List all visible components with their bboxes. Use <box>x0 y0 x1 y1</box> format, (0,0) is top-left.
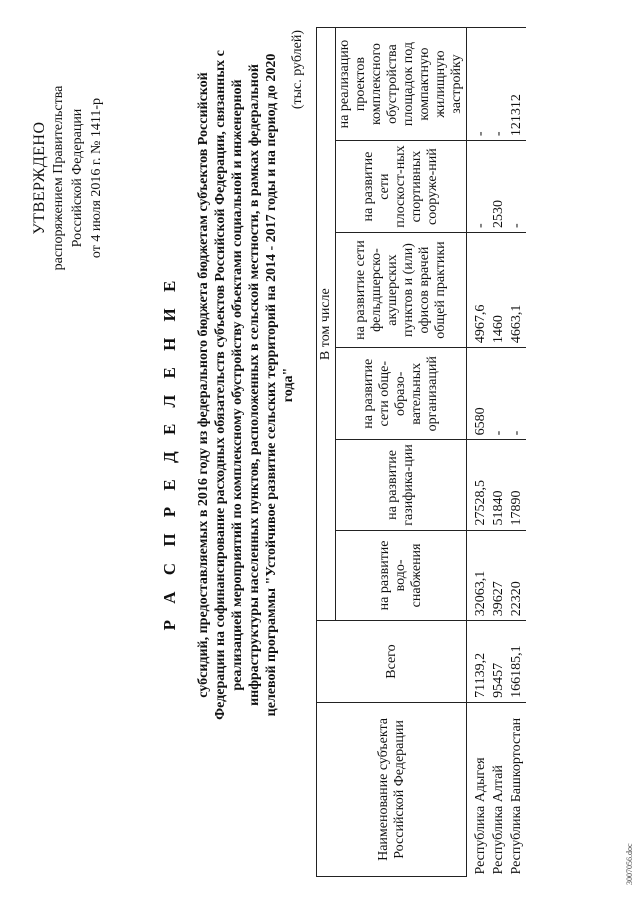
cell-total: 95457 <box>490 621 508 703</box>
document-title: Р А С П Р Е Д Е Л Е Н И Е <box>160 274 179 631</box>
cell-total: 71139,2 <box>467 621 491 703</box>
cell-total: 166185,1 <box>508 621 526 703</box>
cell-gas: 27528,5 <box>467 440 491 530</box>
unit-label: (тыс. рублей) <box>290 30 305 110</box>
approval-line-4: от 4 июля 2016 г. № 1411-р <box>89 97 104 259</box>
approval-stamp <box>30 28 106 328</box>
cell-gas: 51840 <box>490 440 508 530</box>
approval-line-1: УТВЕРЖДЕНО <box>31 121 48 235</box>
file-reference: 3007056.doc <box>625 843 634 885</box>
document-subtitle: субсидий, предоставляемых в 2016 году из федерального бюджета бюджетам субъектов Российской Федерации на софинансирование расходных обязательств субъектов Российской Федерации, связанных с реализацией мероприятий по комплексному обустройству объектами социальной и инженерной инфраструктуры населенных пунктов, расположенных в сельской местности, в рамках федеральной целевой программы "Устойчивое развитие сельских территорий на 2014 - 2017 годы и на период до 2020 года" <box>196 50 296 720</box>
table-row <box>508 28 526 877</box>
cell-medical: 4663,1 <box>508 233 526 348</box>
header-total: Всего <box>317 621 467 703</box>
cell-medical: 1460 <box>490 233 508 348</box>
cell-housing: - <box>467 28 491 141</box>
cell-schools: - <box>490 348 508 440</box>
header-including: В том числе <box>317 28 336 621</box>
cell-sports: 2530 <box>490 141 508 233</box>
cell-sports: - <box>508 141 526 233</box>
table-row <box>490 28 508 877</box>
cell-medical: 4967,6 <box>467 233 491 348</box>
header-gas: на развитие газифика-ции <box>336 440 467 530</box>
cell-water: 39627 <box>490 530 508 621</box>
region-name: Республика Башкортостан <box>508 702 526 876</box>
cell-housing: 121312 <box>508 28 526 141</box>
cell-housing: - <box>490 28 508 141</box>
region-name: Республика Адыгея <box>467 702 491 876</box>
approval-line-3: Российской Федерации <box>70 108 85 248</box>
table-row <box>467 28 491 877</box>
header-medical: на развитие сети фельдшерско-акушерских пунктов и (или) офисов врачей общей практики <box>336 233 467 348</box>
header-schools: на развитие сети обще-образо-вательных организаций <box>336 348 467 440</box>
region-name: Республика Алтай <box>490 702 508 876</box>
cell-water: 22320 <box>508 530 526 621</box>
cell-gas: 17890 <box>508 440 526 530</box>
cell-schools: - <box>508 348 526 440</box>
header-region: Наименование субъекта Российской Федерации <box>317 702 467 876</box>
distribution-table <box>316 27 526 877</box>
approval-line-2: распоряжением Правительства <box>51 85 66 271</box>
header-water: на развитие водо-снабжения <box>336 530 467 621</box>
cell-sports: - <box>467 141 491 233</box>
header-sports: на развитие сети плоскост-ных спортивных сооруже-ний <box>336 141 467 233</box>
cell-water: 32063,1 <box>467 530 491 621</box>
header-housing: на реализацию проектов комплексного обустройства площадок под компактную жилищную застройку <box>336 28 467 141</box>
cell-schools: 6580 <box>467 348 491 440</box>
